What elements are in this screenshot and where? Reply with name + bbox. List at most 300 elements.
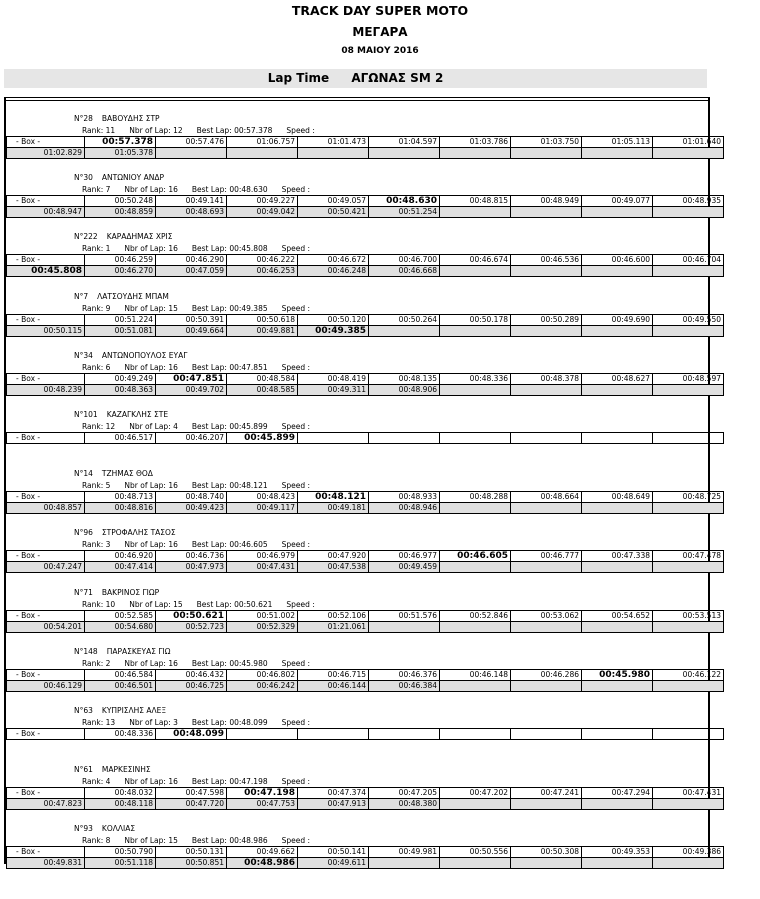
box-label: - Box -: [7, 255, 85, 266]
empty-cell: [511, 266, 582, 277]
lap-time: 00:48.584: [227, 373, 298, 384]
lap-times-table: [6, 314, 724, 337]
lap-time: 00:49.664: [156, 325, 227, 336]
lap-time: 00:48.857: [7, 503, 85, 514]
rider-name: [74, 824, 135, 833]
best-lap-value: Best Lap: 00:49.385: [191, 303, 268, 313]
rider-stats: [82, 540, 324, 549]
best-lap-value: Best Lap: 00:45.980: [191, 658, 268, 668]
lap-time: 00:46.517: [85, 433, 156, 444]
rank-value: Rank: 9: [82, 303, 111, 313]
lap-time: 00:47.431: [227, 562, 298, 573]
lap-times-table: [6, 669, 724, 692]
rider-stats: [82, 659, 324, 668]
speed-label: Speed :: [286, 599, 315, 609]
lap-time: 00:49.881: [227, 325, 298, 336]
empty-cell: [511, 621, 582, 632]
rider-number: N°93: [74, 824, 93, 834]
race-label: ΑΓΩΝΑΣ SM 2: [351, 71, 444, 85]
lap-time: 00:46.144: [298, 680, 369, 691]
lap-time: 00:46.715: [298, 669, 369, 680]
rider-block: [6, 646, 721, 703]
lap-row: [7, 729, 724, 740]
rank-value: Rank: 11: [82, 126, 116, 135]
empty-cell: [511, 207, 582, 218]
lap-time: 00:48.906: [369, 384, 440, 395]
lap-row: [7, 562, 724, 573]
empty-cell: [582, 325, 653, 336]
lap-time: 00:47.294: [582, 788, 653, 799]
rider-name: [74, 114, 160, 123]
section-banner: [4, 69, 707, 88]
lap-row: [7, 551, 724, 562]
lap-time: 00:51.002: [227, 610, 298, 621]
lap-time: 00:47.247: [7, 562, 85, 573]
lap-time: 00:46.259: [85, 255, 156, 266]
lap-time: 00:48.649: [582, 492, 653, 503]
rank-value: Rank: 3: [82, 540, 111, 550]
lap-time: 00:50.308: [511, 847, 582, 858]
laps-value: Nbr of Lap: 16: [124, 540, 178, 550]
empty-cell: [653, 799, 724, 810]
lap-time: 01:02.829: [7, 148, 85, 159]
lap-time: 00:50.391: [156, 314, 227, 325]
empty-cell: [582, 207, 653, 218]
best-lap-value: Best Lap: 00:48.099: [191, 718, 268, 727]
lap-time: 00:48.949: [511, 196, 582, 207]
lap-time: 00:48.664: [511, 492, 582, 503]
rider-name: [74, 410, 168, 419]
empty-cell: [298, 433, 369, 444]
empty-cell: [511, 433, 582, 444]
lap-time: 00:49.249: [85, 373, 156, 384]
lap-row: [7, 669, 724, 680]
report-title: TRACK DAY SUPER MOTO: [291, 3, 469, 18]
rider-fullname: ΚΥΠΡΙΣΛΗΣ ΑΛΕΞ: [101, 706, 167, 715]
lap-time: 00:48.859: [85, 207, 156, 218]
lap-time: 00:46.222: [227, 255, 298, 266]
lap-time: 00:46.432: [156, 669, 227, 680]
speed-label: Speed :: [281, 422, 311, 431]
empty-cell: [582, 266, 653, 277]
lap-time: 00:57.476: [156, 137, 227, 148]
rider-fullname: ΑΝΤΩΝΟΠΟΥΛΟΣ ΕΥΑΓ: [101, 350, 188, 360]
speed-label: Speed :: [286, 126, 315, 135]
lap-time: 00:46.979: [227, 551, 298, 562]
lap-time: 00:48.380: [369, 799, 440, 810]
lap-row: [7, 384, 724, 395]
lap-times-table: [6, 491, 724, 514]
rider-fullname: ΤΖΗΜΑΣ ΘΟΔ: [101, 469, 153, 479]
laps-value: Nbr of Lap: 16: [124, 481, 178, 491]
rider-name: [74, 292, 169, 301]
venue-title: ΜΕΓΑΡΑ: [352, 25, 408, 39]
best-lap-value: Best Lap: 00:46.605: [191, 540, 268, 550]
lap-time: 00:48.816: [85, 503, 156, 514]
lap-time: 00:53.062: [511, 610, 582, 621]
lap-times-table: [6, 136, 724, 159]
lap-time: 00:45.980: [582, 669, 653, 680]
empty-cell: [582, 433, 653, 444]
lap-time: 01:03.750: [511, 137, 582, 148]
rider-block: [6, 765, 721, 821]
box-label: - Box -: [7, 669, 85, 680]
lap-time: 00:49.117: [227, 503, 298, 514]
lap-time: 00:46.802: [227, 669, 298, 680]
rider-number: N°34: [74, 350, 93, 360]
empty-cell: [440, 148, 511, 159]
box-label: - Box -: [7, 729, 85, 740]
best-lap-value: Best Lap: 00:50.621: [196, 599, 273, 609]
lap-time: 00:46.600: [582, 255, 653, 266]
rider-block: [6, 528, 721, 584]
lap-time: 00:49.385: [298, 325, 369, 336]
speed-label: Speed :: [281, 540, 311, 550]
lap-time: 00:46.536: [511, 255, 582, 266]
lap-time: 00:46.207: [156, 433, 227, 444]
empty-cell: [298, 729, 369, 740]
box-label: - Box -: [7, 492, 85, 503]
lap-time: 00:50.131: [156, 847, 227, 858]
rider-fullname: ΒΑΒΟΥΔΗΣ ΣΤΡ: [101, 114, 160, 123]
empty-cell: [369, 858, 440, 869]
lap-time: 00:49.227: [227, 196, 298, 207]
laps-value: Nbr of Lap: 15: [124, 303, 178, 313]
lap-time: 01:04.597: [369, 137, 440, 148]
lap-row: [7, 148, 724, 159]
empty-cell: [511, 384, 582, 395]
lap-time: 00:47.598: [156, 788, 227, 799]
lap-times-table: [6, 373, 724, 396]
lap-time: 00:48.423: [227, 492, 298, 503]
lap-row: [7, 847, 724, 858]
lap-time: 00:52.106: [298, 610, 369, 621]
lap-time: 00:48.935: [653, 196, 724, 207]
rider-stats: [82, 600, 329, 609]
lap-time: 00:50.178: [440, 314, 511, 325]
lap-time: 00:47.720: [156, 799, 227, 810]
empty-cell: [440, 503, 511, 514]
lap-time: 00:46.248: [298, 266, 369, 277]
rider-number: N°28: [74, 114, 93, 123]
lap-times-table: [6, 728, 724, 740]
lap-row: [7, 207, 724, 218]
lap-time: 00:49.353: [582, 847, 653, 858]
lap-time: 00:47.374: [298, 788, 369, 799]
lap-time: 00:49.423: [156, 503, 227, 514]
lap-row: [7, 788, 724, 799]
empty-cell: [440, 266, 511, 277]
lap-row: [7, 255, 724, 266]
lap-time: 00:45.808: [7, 266, 85, 277]
lap-time: 00:46.129: [7, 680, 85, 691]
speed-label: Speed :: [281, 836, 311, 846]
rider-name: [74, 173, 164, 182]
rider-fullname: ΒΑΚΡΙΝΟΣ ΓΙΩΡ: [101, 587, 160, 597]
lap-time: 00:49.042: [227, 207, 298, 218]
box-label: - Box -: [7, 551, 85, 562]
lap-time: 00:47.913: [298, 799, 369, 810]
lap-time: 00:49.386: [653, 847, 724, 858]
rank-value: Rank: 1: [82, 244, 111, 254]
lap-time: 00:50.421: [298, 207, 369, 218]
empty-cell: [440, 325, 511, 336]
speed-label: Speed :: [281, 658, 311, 668]
lap-time: 00:50.621: [156, 610, 227, 621]
lap-time: 00:48.336: [440, 373, 511, 384]
empty-cell: [653, 266, 724, 277]
lap-times-table: [6, 846, 724, 869]
empty-cell: [440, 680, 511, 691]
lap-time: 00:47.414: [85, 562, 156, 573]
rank-value: Rank: 13: [82, 718, 116, 727]
rider-name: [74, 528, 176, 537]
lap-time: 00:48.118: [85, 799, 156, 810]
lap-time: 00:50.264: [369, 314, 440, 325]
empty-cell: [653, 207, 724, 218]
lap-time: 00:49.550: [653, 314, 724, 325]
empty-cell: [653, 858, 724, 869]
lap-time: 00:51.254: [369, 207, 440, 218]
empty-cell: [511, 858, 582, 869]
rider-stats: [82, 126, 329, 135]
rider-number: N°96: [74, 528, 93, 538]
lap-time: 00:48.336: [85, 729, 156, 740]
rider-number: N°101: [74, 410, 98, 419]
lap-time: 00:47.241: [511, 788, 582, 799]
lap-time: 00:48.419: [298, 373, 369, 384]
lap-time: 00:53.513: [653, 610, 724, 621]
rank-value: Rank: 6: [82, 362, 111, 372]
lap-time: 00:48.099: [156, 729, 227, 740]
lap-time: 00:50.289: [511, 314, 582, 325]
lap-time: 00:48.288: [440, 492, 511, 503]
lap-time: 00:49.181: [298, 503, 369, 514]
speed-label: Speed :: [281, 362, 311, 372]
speed-label: Speed :: [281, 244, 311, 254]
box-label: - Box -: [7, 314, 85, 325]
lap-time: 00:46.777: [511, 551, 582, 562]
empty-cell: [440, 621, 511, 632]
lap-time: 00:52.585: [85, 610, 156, 621]
rider-block: [6, 114, 721, 170]
lap-time: 00:57.378: [85, 137, 156, 148]
rider-number: N°7: [74, 291, 89, 301]
empty-cell: [511, 503, 582, 514]
rank-value: Rank: 5: [82, 481, 111, 491]
rider-number: N°61: [74, 765, 93, 775]
speed-label: Speed :: [281, 718, 311, 727]
lap-time: 00:46.977: [369, 551, 440, 562]
lap-row: [7, 196, 724, 207]
lap-time: 01:01.640: [653, 137, 724, 148]
rider-fullname: ΚΑΡΑΔΗΜΑΣ ΧΡΙΣ: [106, 232, 173, 242]
lap-row: [7, 373, 724, 384]
rank-value: Rank: 10: [82, 599, 116, 609]
rider-block: [6, 587, 721, 644]
laps-value: Nbr of Lap: 16: [124, 244, 178, 254]
lap-time: 00:48.933: [369, 492, 440, 503]
rank-value: Rank: 7: [82, 185, 111, 195]
rider-name: [74, 232, 173, 241]
lap-row: [7, 799, 724, 810]
rider-stats: [82, 304, 324, 313]
empty-cell: [440, 858, 511, 869]
rider-fullname: ΜΑΡΚΕΣΙΝΗΣ: [101, 765, 151, 775]
laps-value: Nbr of Lap: 16: [124, 777, 178, 787]
lap-time: 00:49.141: [156, 196, 227, 207]
lap-time: 00:46.672: [298, 255, 369, 266]
laps-value: Nbr of Lap: 12: [129, 126, 183, 135]
empty-cell: [582, 858, 653, 869]
empty-cell: [369, 621, 440, 632]
laps-value: Nbr of Lap: 16: [124, 658, 178, 668]
lap-times-table: [6, 195, 724, 218]
box-label: - Box -: [7, 137, 85, 148]
lap-row: [7, 266, 724, 277]
lap-time: 00:46.605: [440, 551, 511, 562]
event-date: 08 ΜΑΙΟΥ 2016: [341, 46, 419, 56]
lap-time: 00:49.702: [156, 384, 227, 395]
empty-cell: [369, 433, 440, 444]
rider-fullname: ΚΟΛΛΙΑΣ: [101, 824, 136, 834]
empty-cell: [511, 325, 582, 336]
lap-time: 00:48.947: [7, 207, 85, 218]
lap-time: 00:49.311: [298, 384, 369, 395]
lap-time: 00:50.141: [298, 847, 369, 858]
empty-cell: [440, 729, 511, 740]
lap-time: 00:49.459: [369, 562, 440, 573]
lap-time: 00:47.851: [156, 373, 227, 384]
box-label: - Box -: [7, 788, 85, 799]
lap-time: 00:46.270: [85, 266, 156, 277]
lap-time: 00:46.384: [369, 680, 440, 691]
lap-time: 00:48.713: [85, 492, 156, 503]
lap-time: 00:48.239: [7, 384, 85, 395]
rider-block: [6, 706, 708, 762]
rider-name: [74, 706, 166, 715]
lap-time: 00:47.823: [7, 799, 85, 810]
empty-cell: [582, 562, 653, 573]
rider-name: [74, 469, 153, 478]
lap-time: 00:46.148: [440, 669, 511, 680]
empty-cell: [582, 729, 653, 740]
lap-time: 00:46.501: [85, 680, 156, 691]
rider-fullname: ΚΑΖΑΓΚΛΗΣ ΣΤΕ: [106, 410, 169, 419]
lap-time: 00:47.338: [582, 551, 653, 562]
rank-value: Rank: 4: [82, 777, 111, 787]
lap-time: 00:46.122: [653, 669, 724, 680]
best-lap-value: Best Lap: 00:45.899: [191, 422, 268, 431]
rider-stats: [82, 718, 324, 727]
lap-time: 00:50.790: [85, 847, 156, 858]
empty-cell: [511, 680, 582, 691]
best-lap-value: Best Lap: 00:45.808: [191, 244, 268, 254]
lap-time: 00:48.363: [85, 384, 156, 395]
lap-time: 00:46.700: [369, 255, 440, 266]
lap-time: 00:50.115: [7, 325, 85, 336]
lap-time: 01:21.061: [298, 621, 369, 632]
lap-time: 00:48.121: [298, 492, 369, 503]
rider-name: [74, 588, 159, 597]
rider-block: [6, 469, 721, 525]
lap-time: 00:48.032: [85, 788, 156, 799]
best-lap-value: Best Lap: 00:47.198: [191, 777, 268, 787]
lap-time: 00:48.597: [653, 373, 724, 384]
best-lap-value: Best Lap: 00:48.630: [191, 185, 268, 195]
empty-cell: [440, 562, 511, 573]
rank-value: Rank: 12: [82, 422, 116, 431]
lap-time: 01:05.378: [85, 148, 156, 159]
empty-cell: [511, 148, 582, 159]
lap-time: 00:48.585: [227, 384, 298, 395]
rider-stats: [82, 481, 324, 490]
lap-time: 01:05.113: [582, 137, 653, 148]
lap-time: 00:47.205: [369, 788, 440, 799]
lap-time: 00:45.899: [227, 433, 298, 444]
lap-time: 00:50.556: [440, 847, 511, 858]
lap-time: 00:49.057: [298, 196, 369, 207]
best-lap-value: Best Lap: 00:48.121: [191, 481, 268, 491]
lap-row: [7, 137, 724, 148]
lap-time: 00:48.378: [511, 373, 582, 384]
empty-cell: [440, 384, 511, 395]
lap-time: 00:52.723: [156, 621, 227, 632]
lap-times-table: [6, 787, 724, 810]
best-lap-value: Best Lap: 00:47.851: [191, 362, 268, 372]
rider-block: [6, 232, 721, 288]
lap-time: 00:49.690: [582, 314, 653, 325]
lap-time: 00:54.201: [7, 621, 85, 632]
rider-stats: [82, 836, 324, 845]
empty-cell: [511, 729, 582, 740]
lap-time: 00:48.815: [440, 196, 511, 207]
laps-value: Nbr of Lap: 15: [129, 599, 183, 609]
lap-time: 00:48.693: [156, 207, 227, 218]
laps-value: Nbr of Lap: 16: [124, 185, 178, 195]
rank-value: Rank: 2: [82, 658, 111, 668]
lap-time: 01:06.757: [227, 137, 298, 148]
lap-time: 00:48.946: [369, 503, 440, 514]
rider-block: [6, 291, 721, 348]
speed-label: Speed :: [281, 481, 311, 491]
rider-stats: [82, 422, 324, 431]
rider-fullname: ΠΑΡΑΣΚΕΥΑΣ ΓΙΩ: [106, 646, 171, 656]
empty-cell: [582, 799, 653, 810]
lap-time: 00:50.120: [298, 314, 369, 325]
empty-cell: [227, 148, 298, 159]
lap-time: 00:47.059: [156, 266, 227, 277]
rider-number: N°222: [74, 232, 98, 242]
lap-time: 00:50.618: [227, 314, 298, 325]
lap-row: [7, 680, 724, 691]
rider-fullname: ΛΑΤΣΟΥΔΗΣ ΜΠΑΜ: [97, 291, 169, 301]
lap-time: 00:49.831: [7, 858, 85, 869]
rider-stats: [82, 777, 324, 786]
lap-times-table: [6, 550, 724, 573]
lap-time: 00:52.846: [440, 610, 511, 621]
empty-cell: [653, 433, 724, 444]
speed-label: Speed :: [281, 777, 311, 787]
empty-cell: [511, 562, 582, 573]
lap-time: 00:46.725: [156, 680, 227, 691]
empty-cell: [298, 148, 369, 159]
box-label: - Box -: [7, 847, 85, 858]
lap-time: 00:49.981: [369, 847, 440, 858]
lap-time: 00:51.224: [85, 314, 156, 325]
lap-time: 00:46.704: [653, 255, 724, 266]
rider-number: N°14: [74, 469, 93, 479]
